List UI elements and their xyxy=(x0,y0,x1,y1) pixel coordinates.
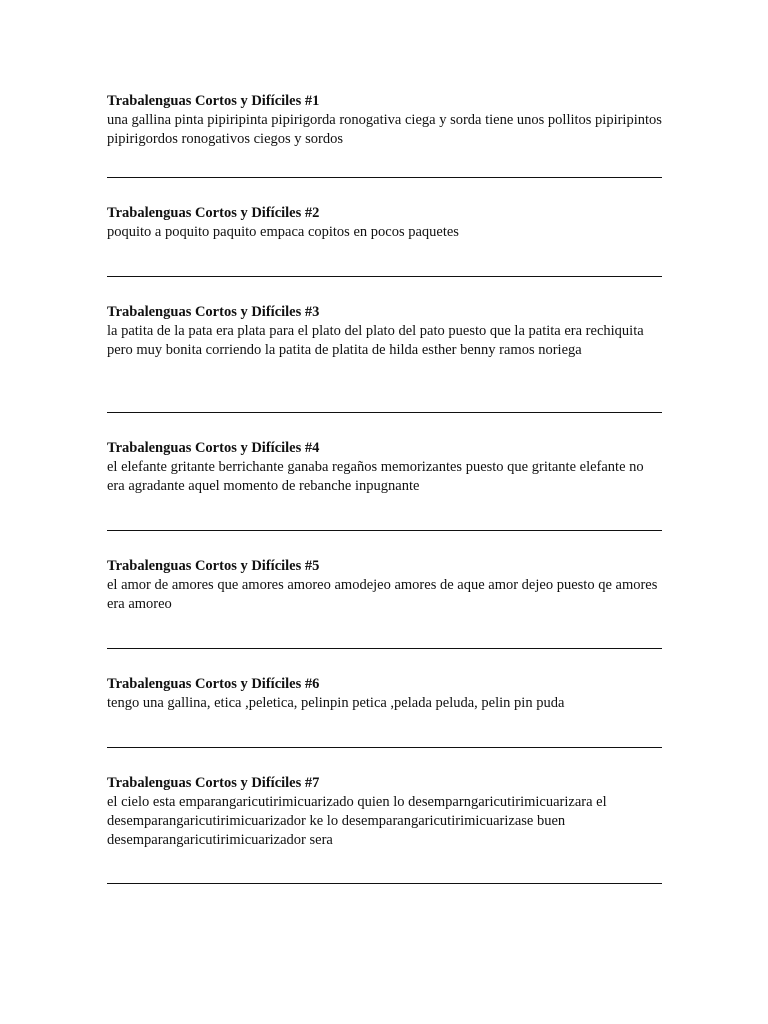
entry-7 xyxy=(107,774,663,850)
entry-1 xyxy=(107,92,663,149)
entry-4 xyxy=(107,439,663,496)
entry-3 xyxy=(107,303,663,360)
entry-title: Trabalenguas Cortos y Difíciles #5 xyxy=(107,558,320,574)
divider-line xyxy=(107,412,662,413)
entry-6 xyxy=(107,675,663,713)
entry-text: el cielo esta emparangaricutirimicuarizado quien lo desemparngaricutirimicuarizara el desemparangaricutirimicuarizador ke lo desemparangaricutirimicuarizase buen desemparangaricutirimicuarizador sera xyxy=(107,794,607,848)
divider-line xyxy=(107,648,662,649)
divider-line xyxy=(107,276,662,277)
entry-title: Trabalenguas Cortos y Difíciles #4 xyxy=(107,440,320,456)
divider-line xyxy=(107,747,662,748)
divider-line xyxy=(107,530,662,531)
entry-title: Trabalenguas Cortos y Difíciles #6 xyxy=(107,676,320,692)
entry-5 xyxy=(107,557,663,614)
entry-text: poquito a poquito paquito empaca copitos en pocos paquetes xyxy=(107,224,459,240)
divider-line xyxy=(107,177,662,178)
entry-text: una gallina pinta pipiripinta pipirigorda ronogativa ciega y sorda tiene unos pollitos pipiripintos pipirigordos ronogativos ciegos y sordos xyxy=(107,112,662,147)
entry-title: Trabalenguas Cortos y Difíciles #1 xyxy=(107,93,320,109)
entry-text: la patita de la pata era plata para el plato del plato del pato puesto que la patita era rechiquita pero muy bonita corriendo la patita de platita de hilda esther benny ramos noriega xyxy=(107,323,644,358)
entry-text: el elefante gritante berrichante ganaba regaños memorizantes puesto que gritante elefante no era agradante aquel momento de rebanche inpugnante xyxy=(107,459,644,494)
entry-text: tengo una gallina, etica ,peletica, pelinpin petica ,pelada peluda, pelin pin puda xyxy=(107,695,565,711)
entry-title: Trabalenguas Cortos y Difíciles #2 xyxy=(107,205,320,221)
entry-text: el amor de amores que amores amoreo amodejeo amores de aque amor dejeo puesto qe amores era amoreo xyxy=(107,577,658,612)
entry-title: Trabalenguas Cortos y Difíciles #3 xyxy=(107,304,320,320)
entry-2 xyxy=(107,204,663,242)
entry-title: Trabalenguas Cortos y Difíciles #7 xyxy=(107,775,320,791)
divider-line xyxy=(107,883,662,884)
